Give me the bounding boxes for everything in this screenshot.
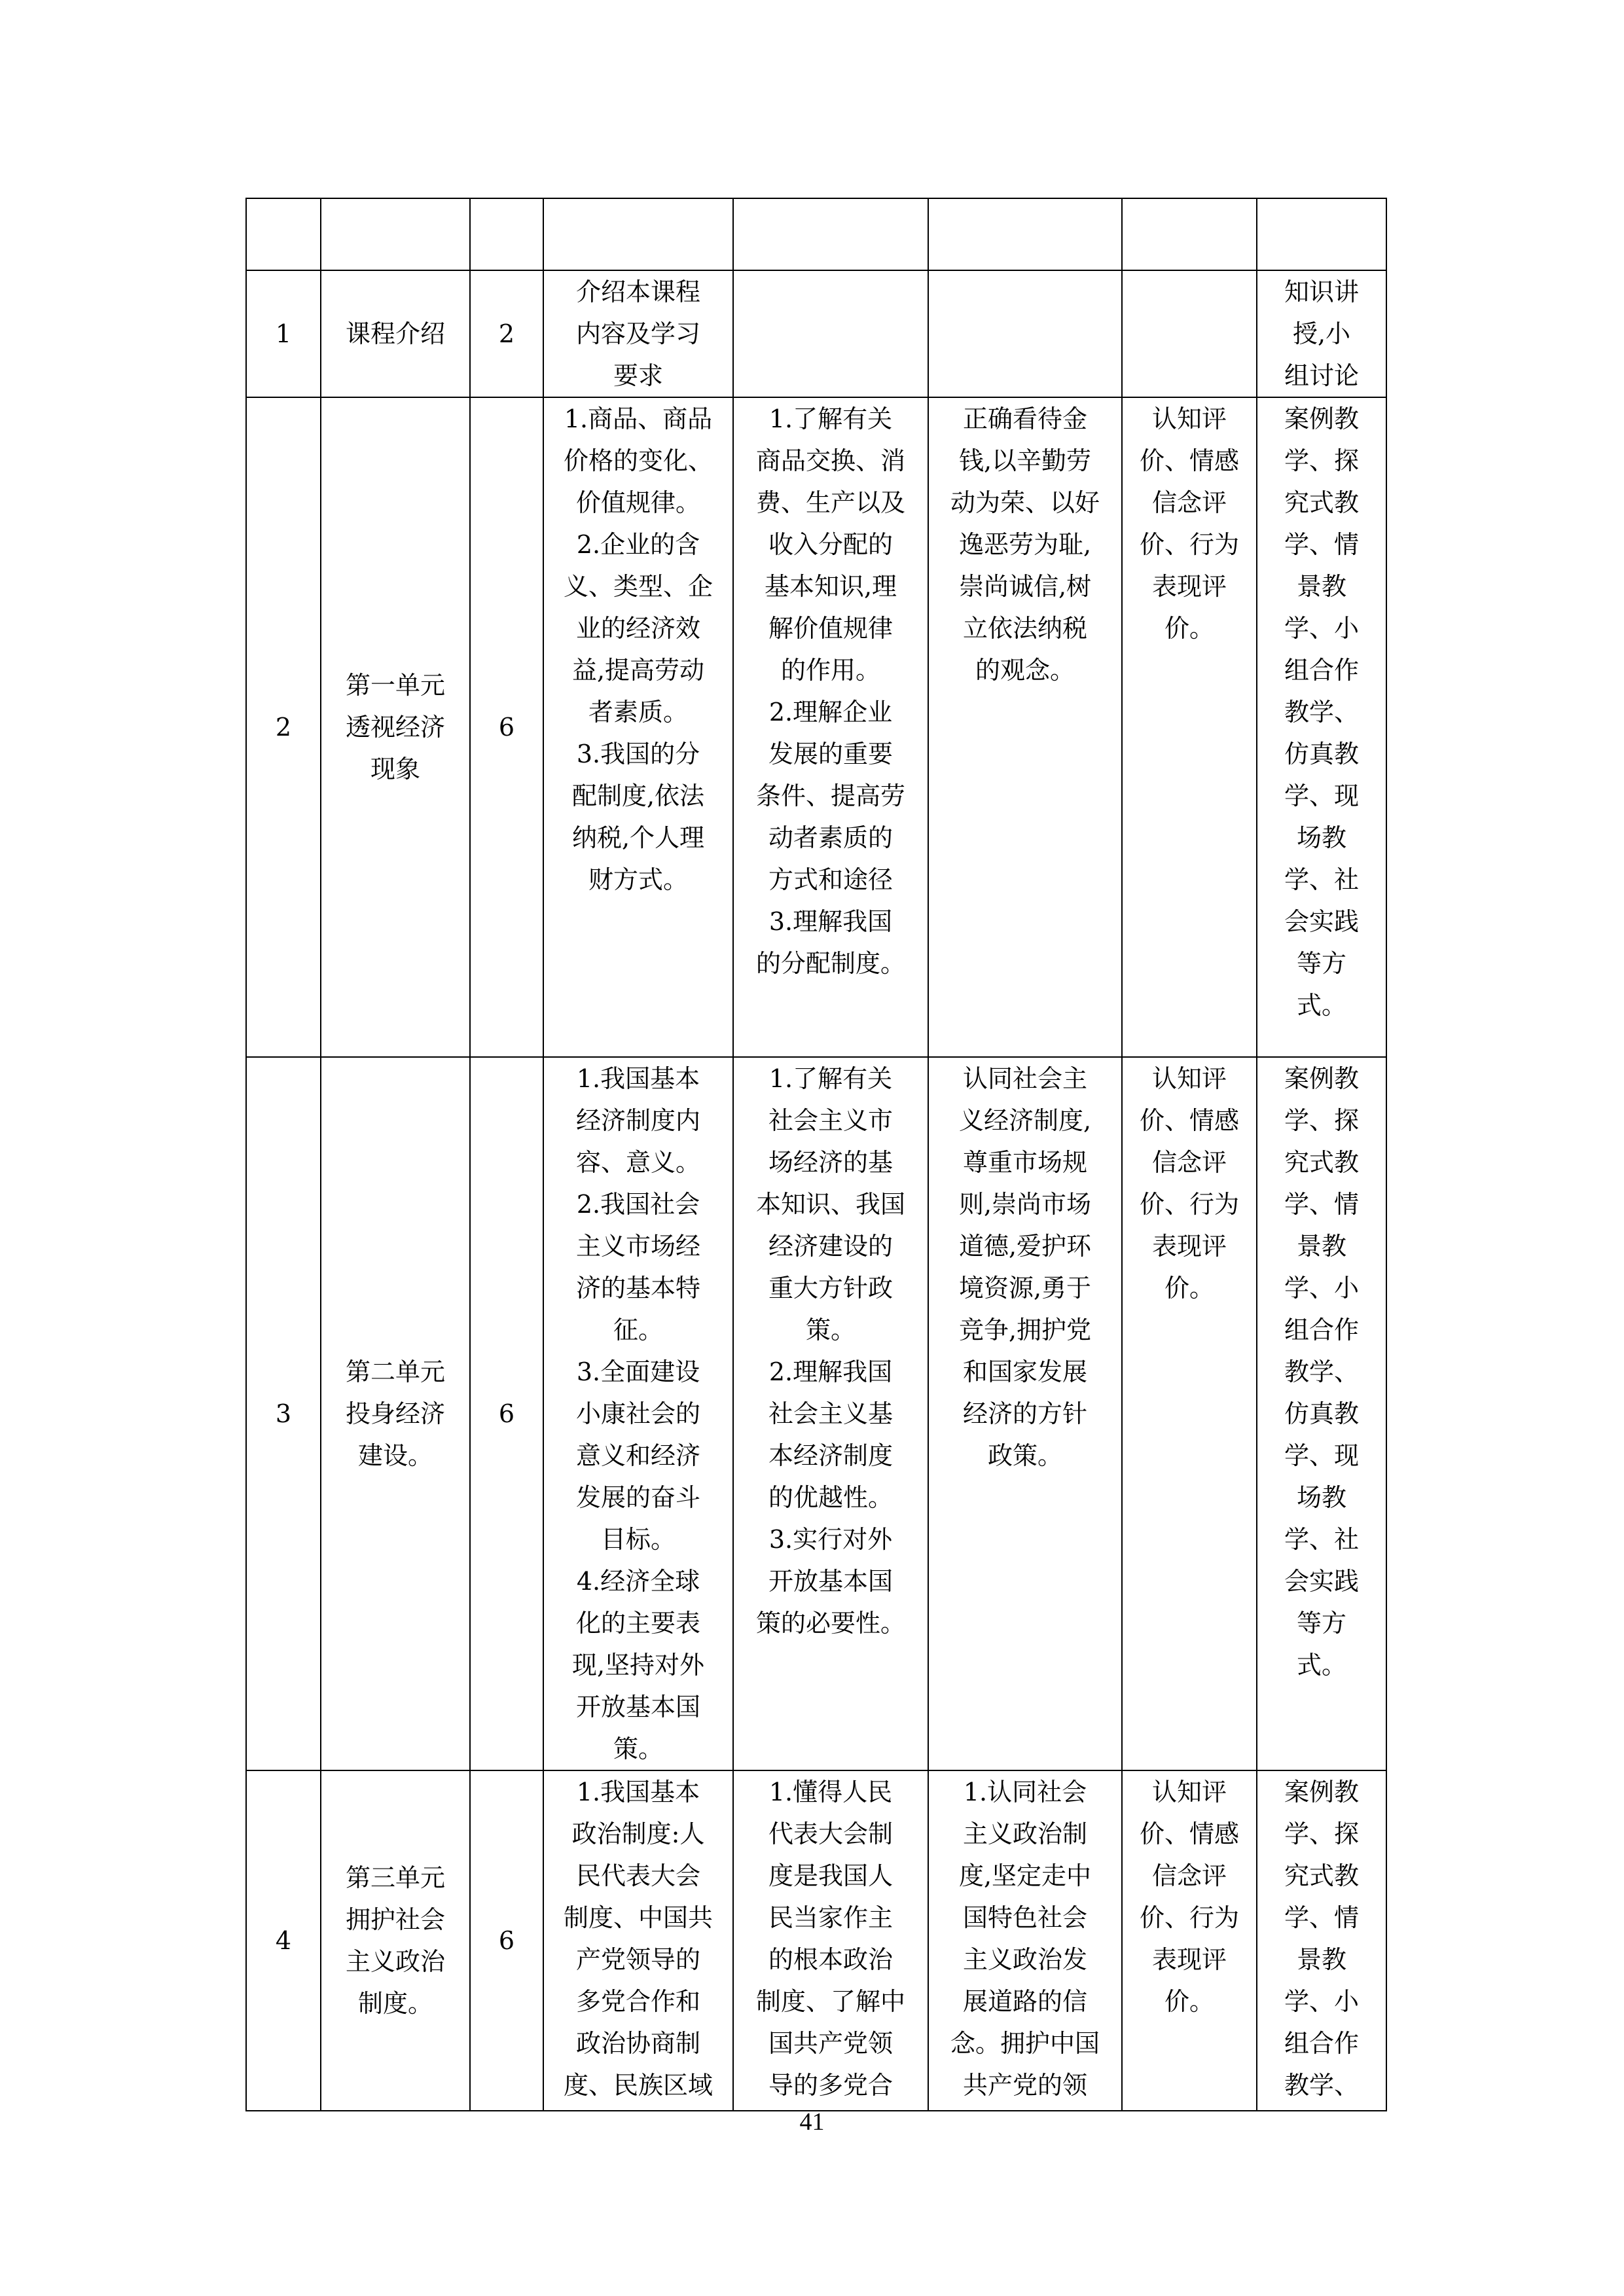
unit-title: 第一单元 透视经济 现象 (321, 397, 470, 1057)
table-row (246, 1057, 1386, 1770)
row-number: 2 (246, 397, 321, 1057)
header-cell (928, 198, 1122, 270)
row-number: 4 (246, 1770, 321, 2111)
header-cell (321, 198, 470, 270)
header-cell (543, 198, 733, 270)
table-row (246, 270, 1386, 397)
evaluation-method: 认知评 价、情感 信念评 价、行为 表现评 价。 (1122, 397, 1257, 1057)
header-cell (1122, 198, 1257, 270)
table-row (246, 397, 1386, 1057)
teaching-methods: 案例教 学、探 究式教 学、情 景教 学、小 组合作 教学、 仿真教 学、现 场教 学、社 会实践 等方 式。 (1257, 1057, 1386, 1770)
class-hours: 6 (470, 397, 543, 1057)
evaluation-method: 认知评 价、情感 信念评 价、行为 表现评 价。 (1122, 1057, 1257, 1770)
course-table (245, 198, 1387, 2111)
header-cell (733, 198, 928, 270)
evaluation-method (1122, 270, 1257, 397)
table-row (246, 1770, 1386, 2111)
unit-title: 课程介绍 (321, 270, 470, 397)
teaching-content: 1.商品、商品 价格的变化、 价值规律。 2.企业的含 义、类型、企 业的经济效 益,提高劳动 者素质。 3.我国的分 配制度,依法 纳税,个人理 财方式。 (543, 397, 733, 1057)
teaching-methods: 知识讲 授,小 组讨论 (1257, 270, 1386, 397)
teaching-methods: 案例教 学、探 究式教 学、情 景教 学、小 组合作 教学、 仿真教 学、现 场教 学、社 会实践 等方 式。 (1257, 397, 1386, 1057)
knowledge-objectives (733, 270, 928, 397)
class-hours: 6 (470, 1057, 543, 1770)
teaching-methods: 案例教 学、探 究式教 学、情 景教 学、小 组合作 教学、 (1257, 1770, 1386, 2111)
knowledge-objectives: 1.了解有关 社会主义市 场经济的基 本知识、我国 经济建设的 重大方针政 策。 2.理解我国 社会主义基 本经济制度 的优越性。 3.实行对外 开放基本国 策的必要性。 (733, 1057, 928, 1770)
class-hours: 6 (470, 1770, 543, 2111)
table-header-row (246, 198, 1386, 270)
header-cell (246, 198, 321, 270)
page-number: 41 (799, 2108, 825, 2136)
value-objectives (928, 270, 1122, 397)
knowledge-objectives: 1.懂得人民 代表大会制 度是我国人 民当家作主 的根本政治 制度、了解中 国共产党领 导的多党合 (733, 1770, 928, 2111)
value-objectives: 1.认同社会 主义政治制 度,坚定走中 国特色社会 主义政治发 展道路的信 念。拥护中国 共产党的领 (928, 1770, 1122, 2111)
unit-title: 第二单元 投身经济 建设。 (321, 1057, 470, 1770)
header-cell (1257, 198, 1386, 270)
row-number: 3 (246, 1057, 321, 1770)
class-hours: 2 (470, 270, 543, 397)
teaching-content: 1.我国基本 政治制度:人 民代表大会 制度、中国共 产党领导的 多党合作和 政治协商制 度、民族区域 (543, 1770, 733, 2111)
teaching-content: 1.我国基本 经济制度内 容、意义。 2.我国社会 主义市场经 济的基本特 征。 3.全面建设 小康社会的 意义和经济 发展的奋斗 目标。 4.经济全球 化的主要表 现,坚持对外 开放基本国 策。 (543, 1057, 733, 1770)
evaluation-method: 认知评 价、情感 信念评 价、行为 表现评 价。 (1122, 1770, 1257, 2111)
header-cell (470, 198, 543, 270)
knowledge-objectives: 1.了解有关 商品交换、消 费、生产以及 收入分配的 基本知识,理 解价值规律 的作用。 2.理解企业 发展的重要 条件、提高劳 动者素质的 方式和途径 3.理解我国 的分配制度。 (733, 397, 928, 1057)
value-objectives: 正确看待金 钱,以辛勤劳 动为荣、以好 逸恶劳为耻, 崇尚诚信,树 立依法纳税 的观念。 (928, 397, 1122, 1057)
teaching-content: 介绍本课程 内容及学习 要求 (543, 270, 733, 397)
row-number: 1 (246, 270, 321, 397)
unit-title: 第三单元 拥护社会 主义政治 制度。 (321, 1770, 470, 2111)
value-objectives: 认同社会主 义经济制度, 尊重市场规 则,崇尚市场 道德,爱护环 境资源,勇于 竞争,拥护党 和国家发展 经济的方针 政策。 (928, 1057, 1122, 1770)
